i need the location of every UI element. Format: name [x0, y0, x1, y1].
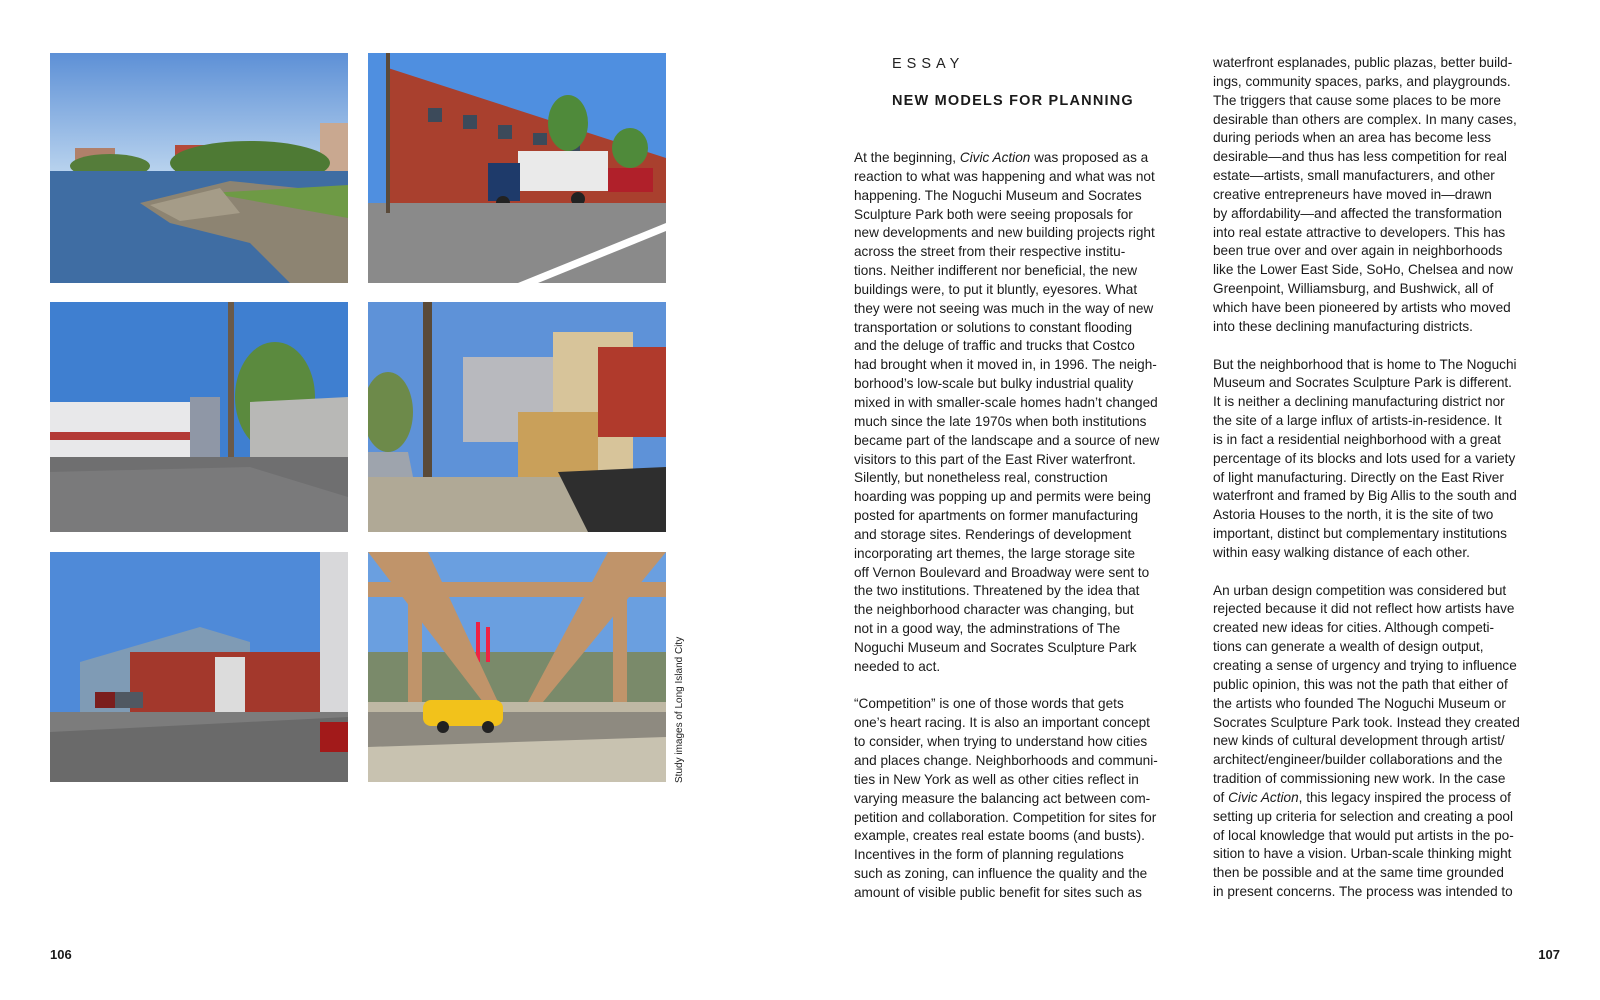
text-run: An urban design competition was considered but rejected because it did not reflect how artists have created new ideas for cities. Although competi- tions can generate a wealth of design output, creating a sense of urgency and trying to influence public opinion, this was not the path that either of the artists who founded The Noguchi Museum or Socrates Sculpture Park took. Instead they created new kinds of cultural development through artist/ architect/engineer/builder collaborations and the tradition of commissioning new work. In the case of	[1213, 582, 1520, 805]
page-number-right: 107	[1538, 947, 1560, 962]
text-run: At the beginning,	[854, 150, 960, 165]
paragraph: “Competition” is one of those words that gets one’s heart racing. It is also an important concept to consider, when trying to understand how cities and places change. Neighborhoods and communi- ties in New York as well as other cities reflect in varying measure the balancing act between com- petition and collaboration. Competition for sites for example, creates real estate booms (and busts). Incentives in the form of planning regulations such as zoning, can influence the quality and the amount of visible public benefit for sites such as	[854, 696, 1158, 900]
photo-industrial-street	[50, 552, 348, 782]
page-number-left: 106	[50, 947, 72, 962]
text-run: , this legacy inspired the process of setting up criteria for selection and creating a pool of local knowledge that would put artists in the po- sition to have a vision. Urban-scale thinking might then be possible and at the same time grounded in present concerns. The process was intended to	[1213, 789, 1514, 900]
paragraph: But the neighborhood that is home to The Noguchi Museum and Socrates Sculpture Park is different. It is neither a declining manufacturing district nor the site of a large influx of artists-in-residence. It is in fact a residential neighborhood with a great percentage of its blocks and lots used for a variety of light manufacturing. Directly on the East River waterfront and framed by Big Allis to the south and Astoria Houses to the north, it is the site of two important, distinct but complementary institutions within easy walking distance of each other.	[1213, 356, 1517, 560]
photo-caption: Study images of Long Island City	[674, 636, 685, 783]
section-kicker: ESSAY	[892, 56, 965, 72]
photo-bridge-taxi	[368, 552, 666, 782]
paragraph: waterfront esplanades, public plazas, better build- ings, community spaces, parks, and playgrounds. The triggers that cause some places to be more desirable than others are complex. In many cases, during periods when an area has become less desirable—and thus has less competition for real estate—artists, small manufacturers, and other creative entrepreneurs have moved in—drawn by affordability—and affected the transformation into real estate attractive to developers. This has been true over and over again in neighborhoods like the Lower East Side, SoHo, Chelsea and now Greenpoint, Williamsburg, and Bushwick, all of which have been pioneered by artists who moved into these declining manufacturing districts.	[1213, 55, 1517, 334]
italic-title: Civic Action	[959, 150, 1031, 165]
photo-residential-street	[368, 302, 666, 532]
paragraph	[1213, 582, 1563, 902]
text-column-left	[854, 149, 1199, 922]
paragraph	[854, 149, 1199, 677]
text-run: was proposed as a reaction to what was happening and what was not happening. The Noguchi Museum and Socrates Sculpture Park both were seeing proposals for new developments and new building projects right across the street from their respective institu- tions. Neither indifferent nor beneficial, the new buildings were, to put it bluntly, eyesores. What they were not seeing was much in the way of new transportation or solutions to constant flooding and the deluge of traffic and trucks that Costco had brought when it moved in, in 1996. The neigh- borhood’s low-scale but bulky industrial quality mixed in with smaller-scale homes hadn’t changed much since the late 1970s when both institutions became part of the landscape and a source of new visitors to this part of the East River waterfront. Silently, but nonetheless real, construction hoarding was popping up and permits were being posted for apartments on former manufacturing and storage sites. Renderings of development incorporating art themes, the large storage site off Vernon Boulevard and Broadway were sent to the two institutions. Threatened by the idea that the neighborhood character was changing, but not in a good way, the adminstrations of The Noguchi Museum and Socrates Sculpture Park needed to act.	[854, 150, 1160, 674]
italic-title: Civic Action	[1228, 789, 1299, 805]
photo-waterfront	[50, 53, 348, 283]
essay-title: NEW MODELS FOR PLANNING	[892, 93, 1134, 109]
photo-street-warehouse	[50, 302, 348, 532]
text-column-right	[1213, 54, 1563, 921]
photo-brick-factory-trucks	[368, 53, 666, 283]
